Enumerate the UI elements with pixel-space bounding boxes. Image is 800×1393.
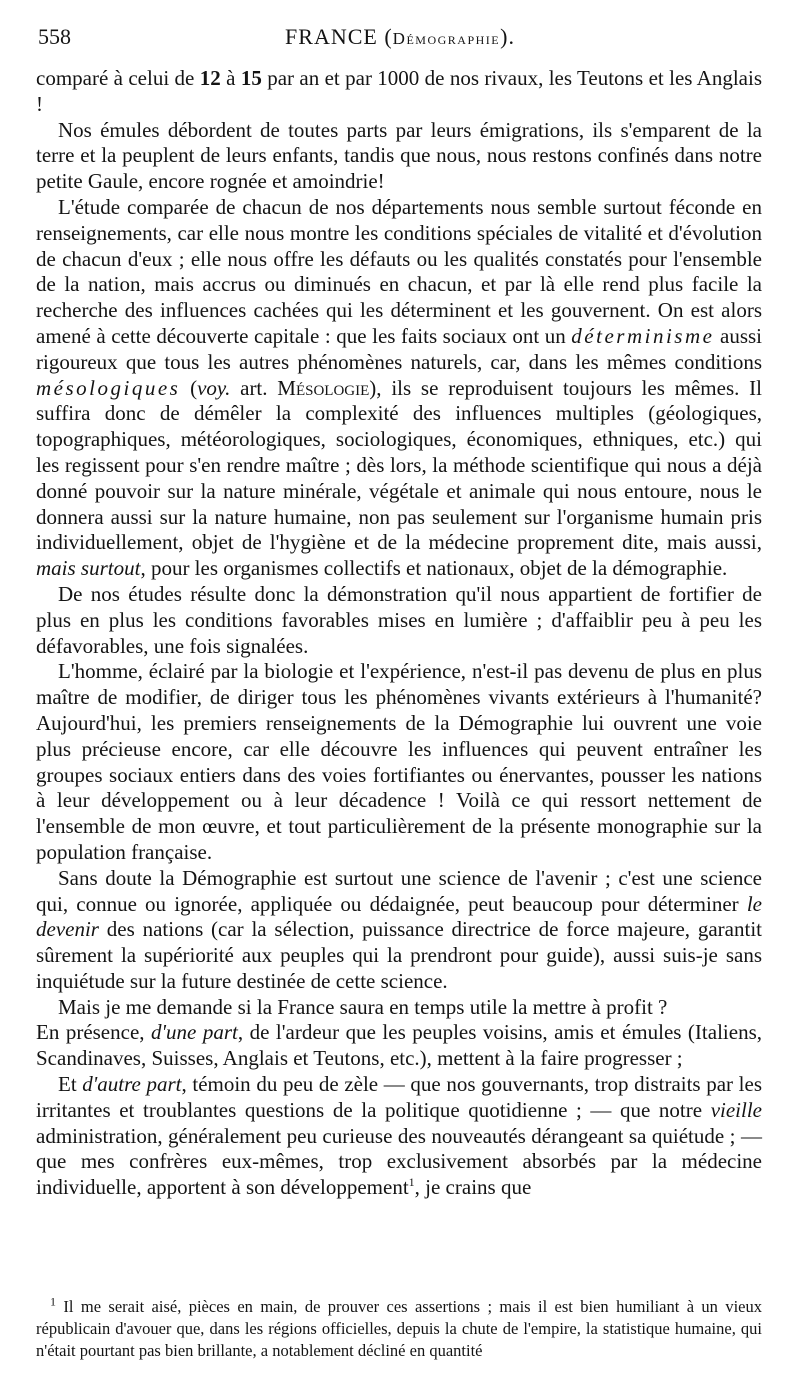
text-run: , je crains que — [414, 1175, 532, 1200]
paragraph-8 — [36, 1020, 762, 1072]
paragraph-7: Mais je me demande si la France saura en temps utile la mettre à profit ? — [58, 994, 668, 1019]
text-run: ), ils se reproduisent toujours les mêmes. Il suffira donc de démêler la complexité des influences multiples (géologiques, topographiques, météorologiques, sociologiques, économiques, ethniques, etc.) qui les regissent pour s'en rendre maître ; dès lors, la méthode scientifique qui nous a déjà donné pouvoir sur la nature minérale, végétale et animale qui nous entoure, nous le donnera aussi sur la nature humaine, non pas seulement sur l'organisme humain pris individuellement, objet de l'hygiène et de la médecine proprement dite, mais aussi, — [36, 375, 762, 555]
italic-run: le devenir — [36, 891, 762, 942]
text-run: ( — [180, 375, 198, 400]
italic-run: mais surtout — [36, 556, 141, 581]
emphasis-term: déterminisme — [571, 323, 715, 348]
text-run: administration, généralement peu curieuse des nouveautés dérangeant sa quiétude ; — que mes confrères eux-mêmes, trop exclusivement absorbés par la médecine individuelle, apportent à son développement — [36, 1123, 762, 1200]
text-run: des nations (car la sélection, puissance directrice de force majeure, garantit sûrement la supériorité aux peuples qui la prendront pour guide), aussi suis-je sans inquiétude sur la future destinée de cette science. — [36, 917, 762, 993]
italic-run: d'autre part — [82, 1072, 182, 1097]
title-main: FRANCE — [285, 24, 378, 49]
text-run: , pour les organismes collectifs et nationaux, objet de la démographie. — [140, 556, 728, 581]
text-run: , témoin du peu de zèle — que nos gouvernants, trop distraits par les irritantes et troublantes questions de la politique quotidienne ; — que notre — [36, 1072, 762, 1122]
paragraph-2: Nos émules débordent de toutes parts par leurs émigrations, ils s'emparent de la terre et la peuplent de leurs enfants, tandis que nous, nous restons confinés dans notre petite Gaule, encore rognée et amoindrie! — [36, 117, 762, 194]
paragraph-3 — [36, 195, 762, 582]
title-paren-close: ). — [500, 24, 515, 49]
footnote-1 — [36, 1296, 762, 1362]
text-run: En présence, — [36, 1020, 152, 1045]
text-run: L'étude comparée de chacun de nos départements nous semble surtout féconde en renseignements, car elle nous montre les conditions spéciales de vitalité et d'évolution de chacun d'eux ; elle nous offre les défauts ou les qualités constatés pour l'ensemble de la nation, mais accrus ou diminués en chacun, et par là elle rend plus facile la recherche des influences cachées qui les déterminent et les gouvernent. On est alors amené à cette découverte capitale : que les faits sociaux ont un — [36, 194, 762, 348]
paragraph-1 — [36, 66, 762, 118]
page-number: 558 — [38, 24, 71, 49]
title-subtitle: Démographie — [392, 29, 501, 48]
text-run: Et — [58, 1072, 83, 1097]
text-run: par an et par 1000 de nos rivaux, les Teutons et les Anglais ! — [36, 66, 762, 116]
paragraph-6 — [36, 866, 762, 995]
italic-run: d'une part — [151, 1020, 238, 1045]
italic-run: voy. — [197, 375, 231, 400]
text-run: comparé à celui de — [36, 66, 200, 90]
footnote-mark: 1 — [50, 1294, 56, 1309]
text-run: à — [220, 66, 241, 90]
text-run: aussi rigoureux que tous les autres phénomènes naturels, car, dans les mêmes conditions — [36, 323, 762, 374]
footnote-text: Il me serait aisé, pièces en main, de prouver ces assertions ; mais il est bien humiliant à un vieux républicain d'avouer que, dans les régions officielles, depuis la chute de l'empire, la statistique humaine, qui n'était pourtant pas bien brillante, a notablement décliné en quantité — [36, 1297, 762, 1360]
bold-number: 15 — [240, 66, 262, 90]
text-run: , de l'ardeur que les peuples voisins, amis et émules (Italiens, Scandinaves, Suisses, Anglais et Teutons, etc.), mettent à la faire progresser ; — [36, 1020, 762, 1071]
title-paren-open: ( — [377, 24, 393, 49]
running-title — [38, 24, 762, 50]
paragraph-9 — [36, 1072, 762, 1201]
text-run: Sans doute la Démographie est surtout une science de l'avenir ; c'est une science qui, connue ou ignorée, appliquée ou dédaignée, peut beaucoup pour déterminer — [36, 865, 762, 916]
running-header — [38, 24, 762, 54]
paragraph-4: De nos études résulte donc la démonstration qu'il nous appartient de fortifier de plus en plus les conditions favorables mises en lumière ; d'affaiblir peu à peu les défavorables, une fois signalées. — [36, 581, 762, 658]
paragraph-5: L'homme, éclairé par la biologie et l'expérience, n'est-il pas devenu de plus en plus maître de modifier, de diriger tous les phénomènes vivants extérieurs à l'humanité? Aujourd'hui, les premiers renseignements de la Démographie lui ouvrent une voie plus précieuse encore, car elle découvre les influences qui peuvent entraîner les groupes sociaux entiers dans des voies fortifiantes ou énervantes, pousser les nations à leur développement ou à leur décadence ! Voilà ce qui ressort nettement de l'ensemble de mon œuvre, et tout particulièrement de la présente monographie sur la population française. — [36, 659, 762, 864]
emphasis-term: mésologiques — [36, 375, 181, 400]
page-body — [36, 66, 762, 1201]
bold-number: 12 — [199, 66, 221, 90]
italic-run: vieille — [710, 1097, 762, 1122]
footnotes — [36, 1296, 762, 1362]
text-run: art. — [230, 375, 278, 400]
footnote-reference[interactable]: 1 — [408, 1175, 415, 1190]
cross-reference: Mésologie — [277, 375, 370, 400]
